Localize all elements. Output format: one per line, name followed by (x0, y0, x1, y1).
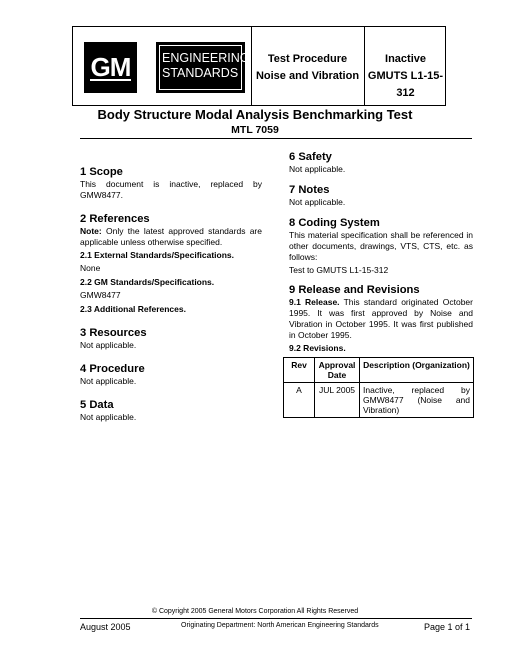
category-label: Noise and Vibration (255, 70, 360, 82)
table-header-row (284, 358, 474, 383)
section-heading: 7 Notes (289, 184, 330, 196)
left-column (80, 152, 262, 423)
section-heading: 5 Data (80, 399, 114, 411)
logo-line-1: ENGINEERING (162, 51, 250, 65)
status-label: Inactive (385, 53, 426, 65)
section-heading: 9 Release and Revisions (289, 284, 420, 296)
section-text: None (80, 263, 101, 273)
footer-date: August 2005 (80, 622, 131, 632)
gm-logo: GM (84, 42, 137, 93)
section-heading: 3 Resources (80, 327, 147, 339)
section-text: Not applicable. (80, 376, 137, 386)
subsection-heading: 2.3 Additional References. (80, 304, 186, 314)
test-procedure-label: Test Procedure (267, 53, 348, 65)
subsection-heading: 2.2 GM Standards/Specifications. (80, 277, 215, 287)
document-subtitle: MTL 7059 (231, 124, 279, 136)
copyright-notice: © Copyright 2005 General Motors Corporation All Rights Reserved (151, 608, 359, 615)
status-cell (364, 51, 447, 102)
section-text: This document is inactive, replaced by GMW8477. (80, 179, 262, 200)
section-heading: 6 Safety (289, 151, 332, 163)
table-row (284, 383, 474, 418)
subsection-heading: 2.1 External Standards/Specifications. (80, 250, 235, 260)
table-cell: Inactive, replaced by GMW8477 (Noise and Vibration) (360, 383, 474, 418)
release-paragraph: 9.1 Release. This standard originated October 1995. It was first approved by Noise and Vibration in October 1995. It was first published in October 1995. (289, 297, 473, 340)
section-heading: 1 Scope (80, 166, 123, 178)
section-text: GMW8477 (80, 290, 121, 300)
engineering-standards-logo (156, 42, 250, 93)
subsection-heading: 9.2 Revisions. (289, 343, 346, 353)
footer-department: Originating Department: North American Engineering Standards (181, 622, 379, 629)
title-rule (80, 138, 472, 139)
section-text: This material specification shall be referenced in other documents, drawings, VTS, CTS, etc. as follows: (289, 230, 473, 262)
column-header: Approval Date (315, 358, 360, 383)
revisions-table (283, 357, 474, 418)
column-header: Rev (284, 358, 315, 383)
document-title: Body Structure Modal Analysis Benchmarking Test (97, 107, 413, 122)
section-heading: 2 References (80, 213, 150, 225)
section-text: Not applicable. (289, 164, 346, 174)
section-text: Test to GMUTS L1-15-312 (289, 265, 389, 275)
section-text: Not applicable. (80, 340, 137, 350)
table-cell: JUL 2005 (315, 383, 360, 418)
header-box (72, 26, 446, 106)
column-header: Description (Organization) (360, 358, 474, 383)
section-text: Not applicable. (289, 197, 346, 207)
document-number: GMUTS L1-15-312 (367, 70, 444, 99)
footer-rule (80, 618, 472, 619)
page-number: Page 1 of 1 (423, 622, 470, 632)
table-cell: A (284, 383, 315, 418)
section-heading: 4 Procedure (80, 363, 145, 375)
section-text: Not applicable. (80, 412, 137, 422)
right-column (289, 152, 473, 418)
logo-line-2: STANDARDS (162, 66, 239, 80)
procedure-type-cell (251, 51, 364, 85)
section-heading: 8 Coding System (289, 217, 380, 229)
references-note: Note: Only the latest approved standards are applicable unless otherwise specified. (80, 226, 262, 247)
